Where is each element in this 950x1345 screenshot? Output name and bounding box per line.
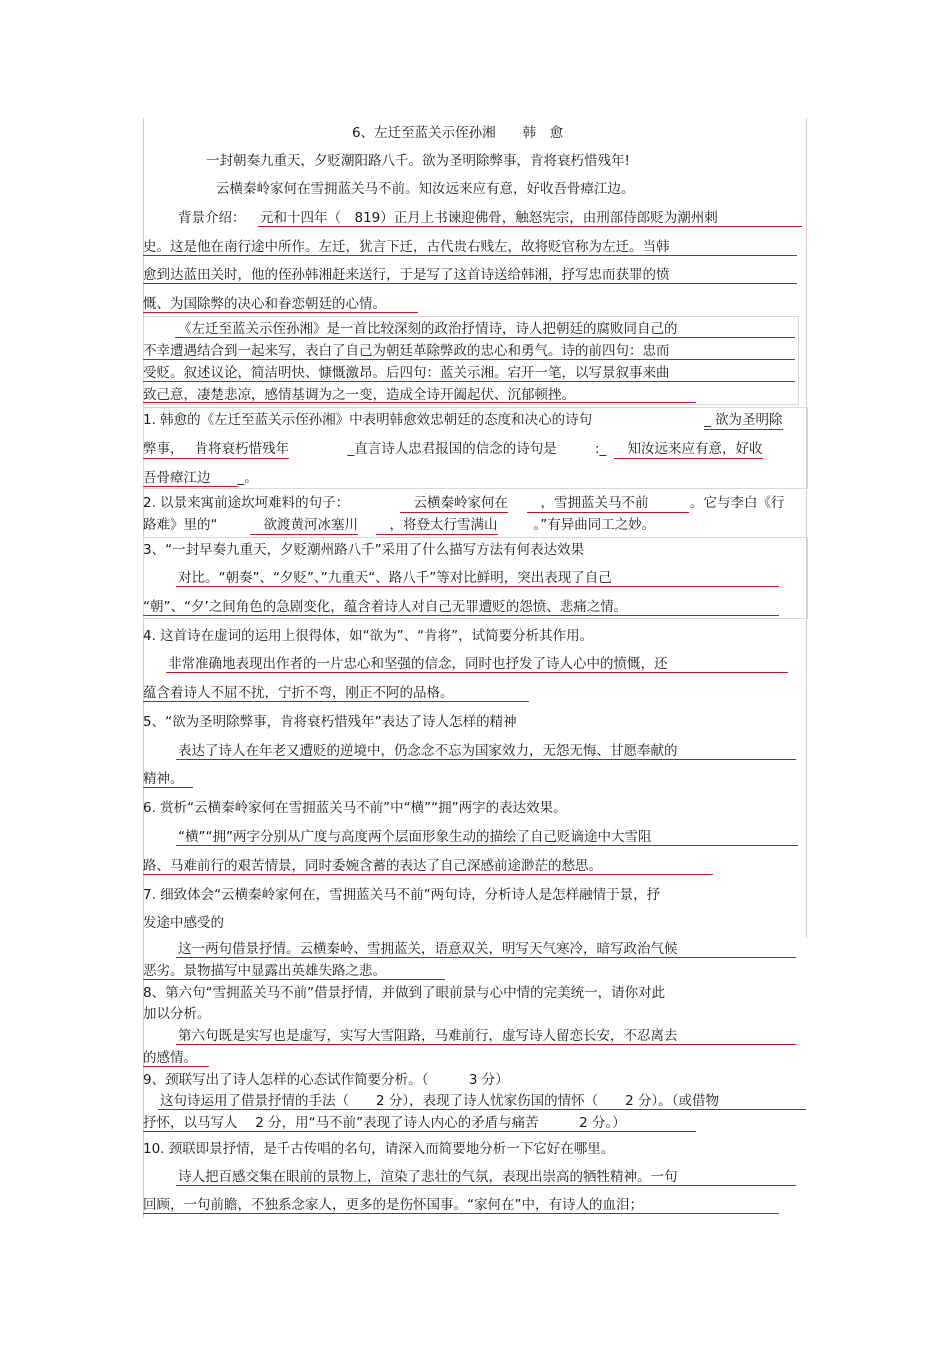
- underline: [143, 381, 795, 382]
- underline: [176, 759, 796, 760]
- q2-text-1: 2. 以景来寓前途坎坷难料的句子：: [143, 495, 350, 511]
- q1-text-3: :_: [568, 441, 607, 457]
- underline: [176, 845, 798, 846]
- q2-answer-2: ，雪拥蓝关马不前: [527, 495, 689, 511]
- underline: [143, 283, 797, 284]
- q1-answer-1b: 弊事， 肯将衰朽惜残年: [143, 441, 290, 457]
- q2-text-3: 路难》里的“: [143, 517, 218, 533]
- q6-answer-1: “横”“拥”两字分别从广度与高度两个层面形象生动的描绘了自己贬谪途中大雪阻: [178, 829, 652, 845]
- right-margin-line: [806, 118, 807, 938]
- q5-answer-2: 精神。: [143, 771, 184, 787]
- summary-line-4: 致己意，凄楚悲凉，感情基调为之一变，造成全诗开阖起伏、沉郁顿挫。: [143, 387, 575, 403]
- underline: [143, 255, 797, 256]
- underline: [176, 586, 779, 587]
- underline: [143, 1066, 209, 1067]
- underline: [176, 1044, 796, 1045]
- q10-answer-2: 回顾，一句前瞻，不独系念家人，更多的是伤怀国事。“家何在”中，有诗人的血泪；: [143, 1197, 643, 1213]
- q1-text-2: _直言诗人忠君报国的信念的诗句是: [307, 441, 557, 457]
- underline: [143, 701, 529, 702]
- underline: [143, 1131, 696, 1132]
- underline: [175, 337, 795, 338]
- underline: [143, 486, 238, 487]
- q6-answer-2: 路、马难前行的艰苦情景，同时委婉含蓄的表达了自己深感前途渺茫的愁思。: [143, 858, 602, 874]
- q10-question: 10. 颈联即景抒情，是千古传唱的名句，请深入而简要地分析一下它好在哪里。: [143, 1141, 615, 1157]
- q10-answer-1: 诗人把百感交集在眼前的景物上，渲染了悲壮的气氛，表现出崇高的牺牲精神。一句: [178, 1169, 678, 1185]
- underline: [143, 615, 779, 616]
- q9-answer-2: 抒怀，以马写人 2 分，用“马不前”表现了诗人内心的矛盾与痛苦 2 分。）: [143, 1115, 626, 1131]
- q2-answer-3: 欲渡黄河冰塞川: [250, 517, 358, 533]
- q8-question-2: 加以分析。: [143, 1006, 211, 1022]
- underline: [143, 979, 445, 980]
- q1-answer-1: _ 欲为圣明除: [704, 412, 783, 428]
- page-title: 6、左迁至蓝关示侄孙湘 韩 愈: [352, 125, 564, 141]
- q8-answer-1: 第六句既是实写也是虚写，实写大雪阻路，马难前行，虚写诗人留恋长安，不忍离去: [178, 1028, 678, 1044]
- q8-answer-2: 的感情。: [143, 1050, 197, 1066]
- underline: [158, 1109, 806, 1110]
- q4-answer-2: 蕴含着诗人不屈不扰，宁折不弯，刚正不阿的品格。: [143, 685, 454, 701]
- q7-answer-1: 这一两句借景抒情。云横秦岭、雪拥蓝关，语意双关，明写天气寒冷，暗写政治气候: [178, 941, 678, 957]
- q1-text-1: 1. 韩愈的《左迁至蓝关示侄孙湘》中表明韩愈效忠朝廷的态度和决心的诗句: [143, 412, 593, 428]
- q5-question: 5、“欲为圣明除弊事，肯将衰朽惜残年”表达了诗人怎样的精神: [143, 714, 517, 730]
- background-label: 背景介绍：: [178, 210, 246, 226]
- underline: [166, 672, 788, 673]
- underline: [143, 359, 795, 360]
- q3-answer-1: 对比。“朝奏”、“夕贬”、”九重天“、路八千”等对比鲜明，突出表现了自己: [178, 570, 612, 586]
- underline: [258, 226, 802, 227]
- summary-line-3: 受贬。叙述议论，简洁明快、慷慨激昂。后四句：蓝关示湘。宕开一笔，以写景叙事来曲: [143, 365, 670, 381]
- q7-answer-2: 恶劣。景物描写中显露出英雄失路之悲。: [143, 963, 386, 979]
- q2-text-2: 。它与李白《行: [690, 495, 785, 511]
- q6-question: 6. 赏析“云横秦岭家何在雪拥蓝关马不前”中“横”“拥”两字的表达效果。: [143, 800, 567, 816]
- underline: [143, 874, 713, 875]
- q1-text-4: 吾骨瘴江边 _。: [143, 470, 258, 486]
- q9-answer-1: 这句诗运用了借景抒情的手法（ 2 分），表现了诗人忧家伤国的情怀（ 2 分）。（或借物: [160, 1093, 720, 1109]
- q1-answer-2: 知汝远来应有意，好收: [614, 441, 763, 457]
- q9-question: 9、颈联写出了诗人怎样的心态试作简要分析。（ 3 分）: [143, 1072, 509, 1088]
- background-line-4: 慨、为国除弊的决心和眷恋朝廷的心情。: [143, 296, 386, 312]
- summary-line-1: 《左迁至蓝关示侄孙湘》是一首比较深刻的政治抒情诗，诗人把朝廷的腐败同自己的: [178, 321, 678, 337]
- q8-question-1: 8、第六句“雪拥蓝关马不前”借景抒情，并做到了眼前景与心中情的完美统一，请你对此: [143, 985, 666, 1001]
- underline: [143, 787, 193, 788]
- poem-line-2: 云横秦岭家何在雪拥蓝关马不前。知汝远来应有意，好收吾骨瘴江边。: [216, 181, 635, 197]
- q5-answer-1: 表达了诗人在年老又遭贬的逆境中，仍念念不忘为国家效力，无怨无悔、甘愿奉献的: [178, 743, 678, 759]
- q7-question-1: 7. 细致体会“云横秦岭家何在，雪拥蓝关马不前”两句诗，分析诗人是怎样融情于景，抒: [143, 887, 661, 903]
- q2-text-4: 。”有异曲同工之妙。: [520, 517, 656, 533]
- background-line-3: 愈到达蓝田关时，他的侄孙韩湘赶来送行，于是写了这首诗送给韩湘，抒写忠而获罪的愤: [143, 267, 670, 283]
- q3-question: 3、“一封早奏九重天，夕贬潮州路八千”采用了什么描写方法有何表达效果: [143, 542, 585, 558]
- underline: [143, 312, 418, 313]
- q4-question: 4. 这首诗在虚词的运用上很得体，如“欲为”、“肯将”，试简要分析其作用。: [143, 628, 594, 644]
- poem-line-1: 一封朝奏九重天，夕贬潮阳路八千。欲为圣明除弊事，肯将衰朽惜残年!: [206, 153, 630, 169]
- background-line-2: 史。这是他在南行途中所作。左迁，犹言下迁，古代贵右贱左，故将贬官称为左迁。当韩: [143, 239, 670, 255]
- q7-question-2: 发途中感受的: [143, 915, 224, 931]
- q4-answer-1: 非常准确地表现出作者的一片忠心和坚强的信念，同时也抒发了诗人心中的愤慨，还: [168, 656, 668, 672]
- underline: [176, 957, 796, 958]
- q2-answer-1: 云横秦岭家何在: [400, 495, 508, 511]
- background-line-1: 元和十四年（ 819）正月上书谏迎佛骨，触怒宪宗，由刑部侍郎贬为潮州刺: [260, 210, 718, 226]
- q2-answer-4: ，将登太行雪满山: [376, 517, 498, 533]
- underline: [143, 1213, 779, 1214]
- q3-answer-2: “朝”、“夕’之间角色的急剧变化，蕴含着诗人对自己无罪遭贬的怨愤、悲痛之情。: [143, 599, 628, 615]
- underline: [176, 1185, 796, 1186]
- underline: [143, 402, 696, 403]
- summary-line-2: 不幸遭遇结合到一起来写，表白了自己为朝廷革除弊政的忠心和勇气。诗的前四句：忠而: [143, 343, 670, 359]
